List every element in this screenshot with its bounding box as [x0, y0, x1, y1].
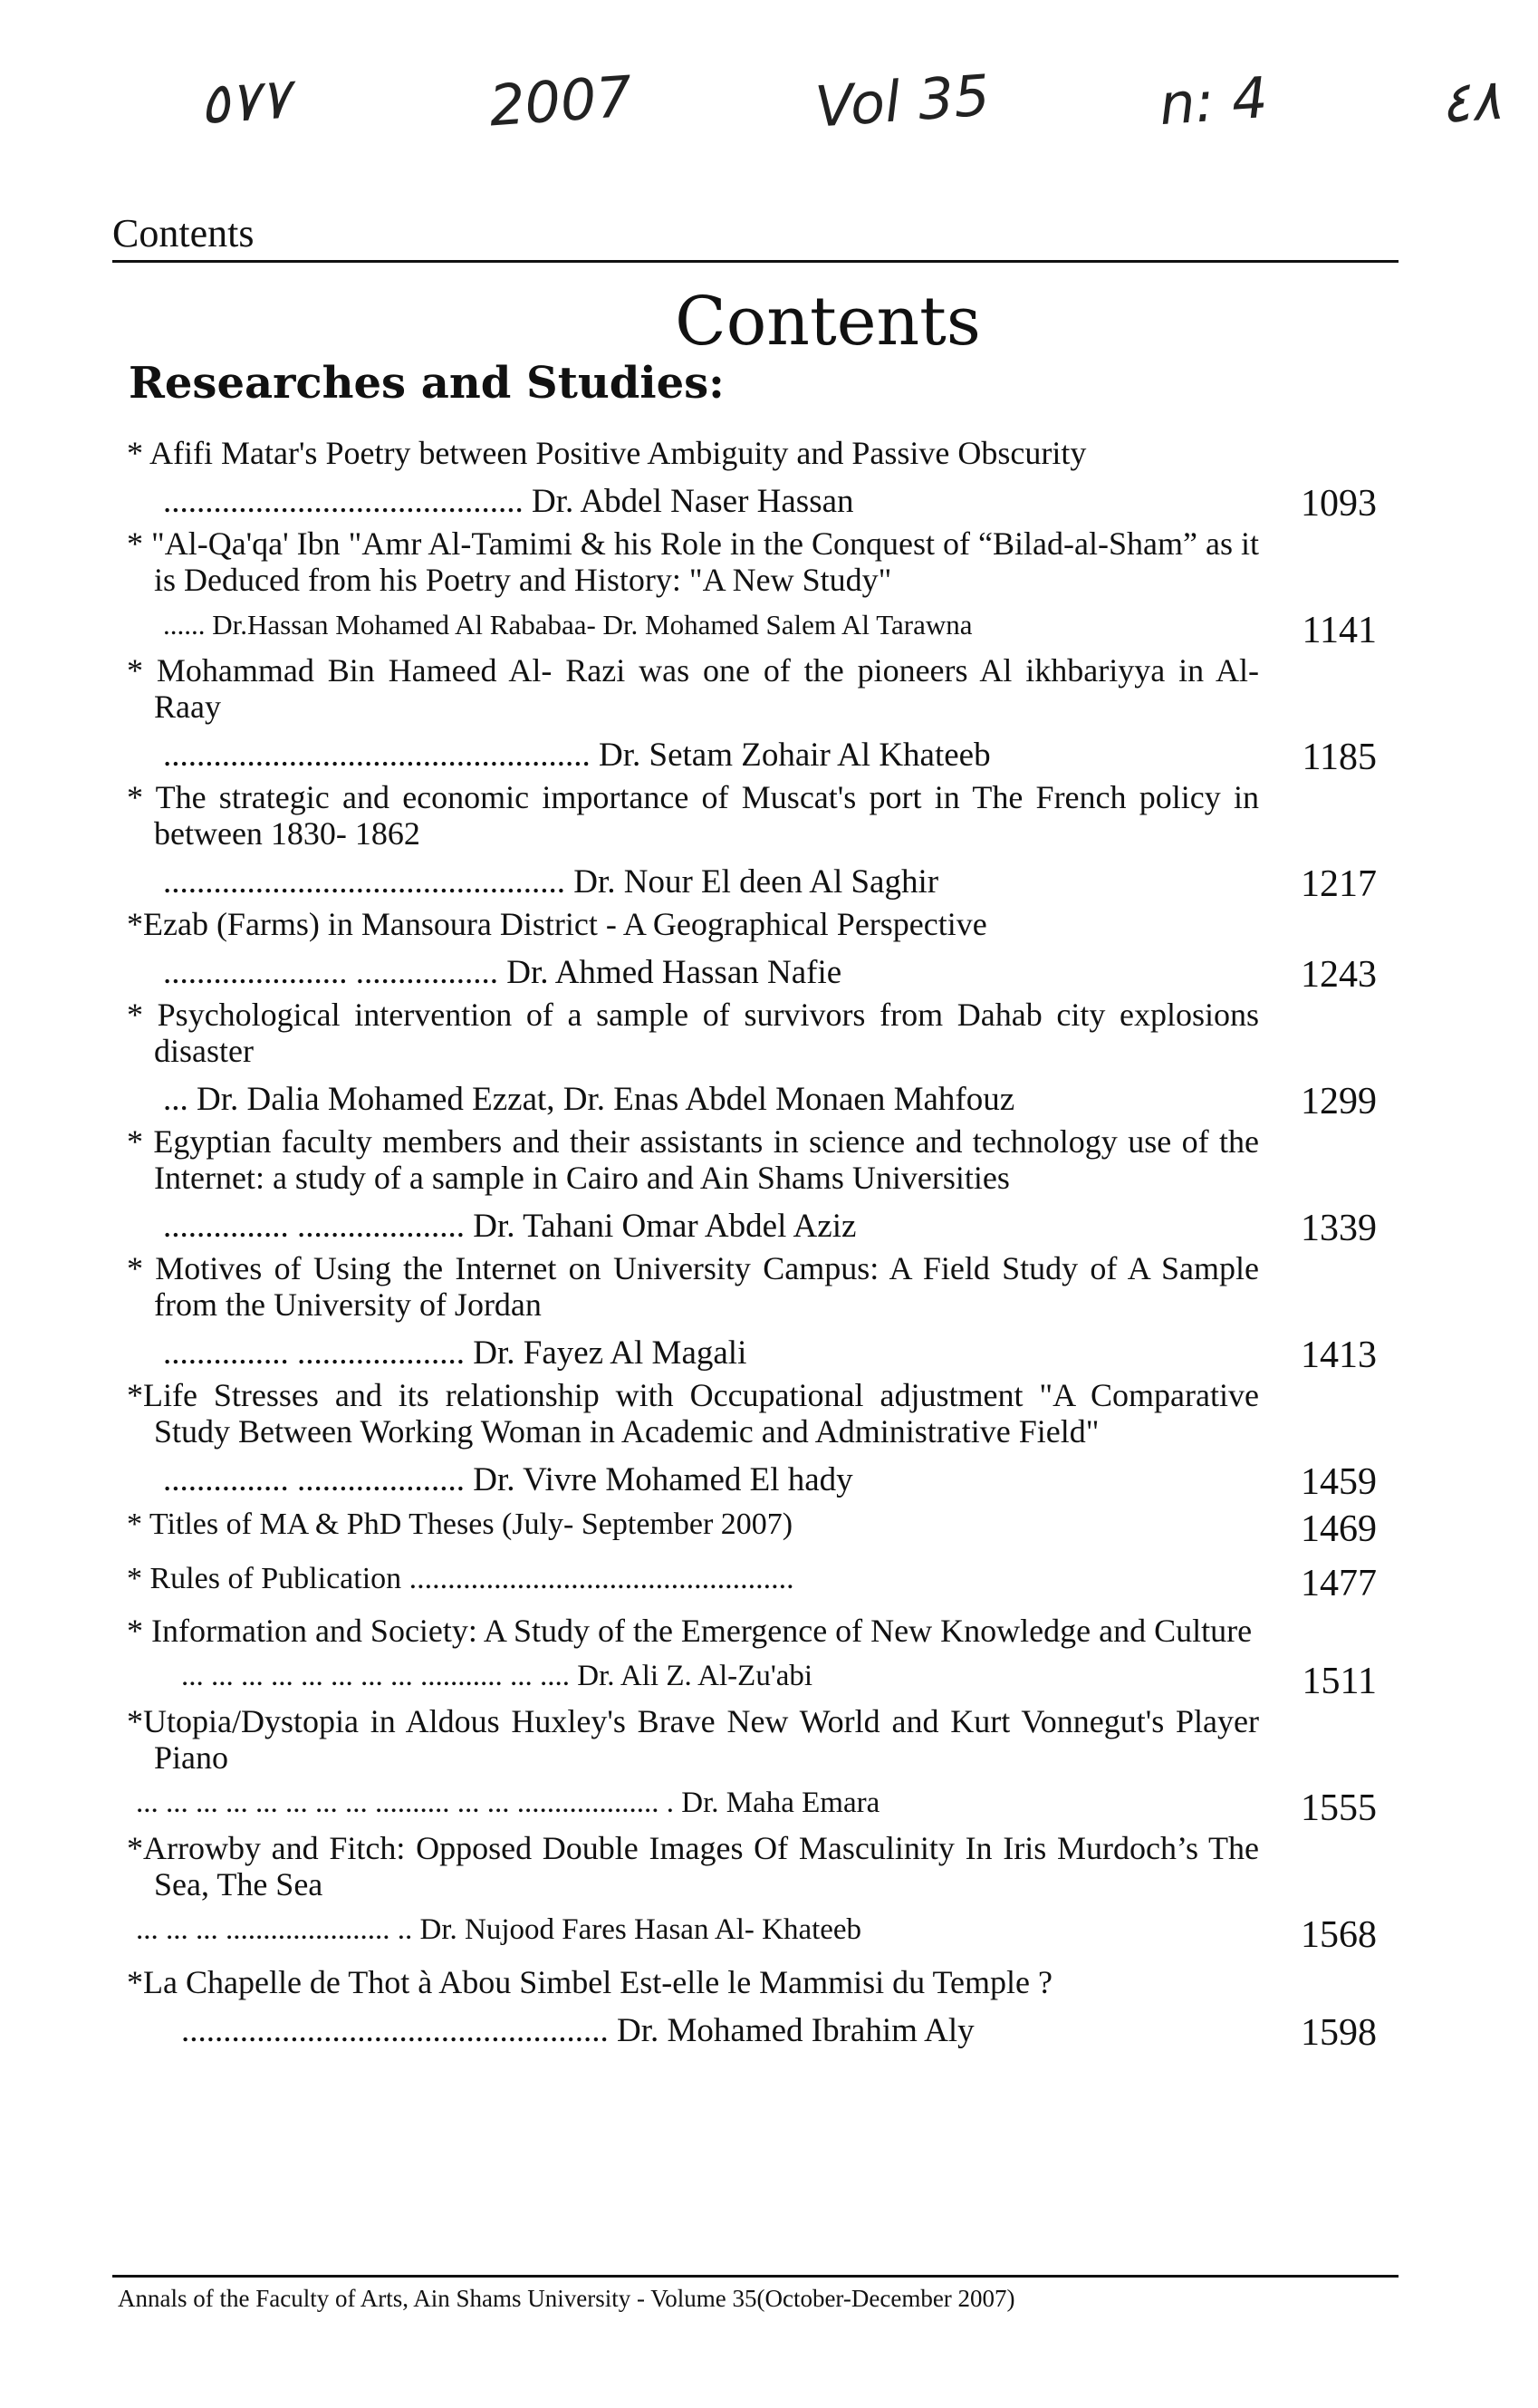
entry-author-line — [127, 852, 1377, 906]
entry-page: 1477 — [1301, 1563, 1377, 1604]
entry-title: *Life Stresses and its relationship with Occupational adjustment "A Comparative Study Between Working Woman in Academic and Administrative Field" — [127, 1377, 1259, 1450]
contents-entry — [127, 1703, 1377, 1830]
entry-author: ... ... ... ... ... ... ... ... ........... ... .... Dr. Ali Z. Al-Zu'abi — [181, 1660, 813, 1692]
entry-author: ............... .................... Dr. Tahani Omar Abdel Aziz — [163, 1208, 857, 1245]
entry-author-line — [127, 942, 1377, 997]
entry-author-line — [127, 1649, 1377, 1703]
entry-title: *Utopia/Dystopia in Aldous Huxley's Brave New World and Kurt Vonnegut's Player Piano — [127, 1703, 1259, 1776]
running-header: Contents — [112, 210, 1399, 263]
entry-title: * Mohammad Bin Hameed Al- Razi was one of the pioneers Al ikhbariyya in Al- Raay — [127, 652, 1259, 725]
entry-author: ................................................... Dr. Setam Zohair Al Khateeb — [163, 737, 991, 774]
contents-entry — [127, 1964, 1377, 2055]
contents-entry — [127, 435, 1377, 525]
entry-title: * Egyptian faculty members and their assistants in science and technology use of the Internet: a study of a sample in Cairo and Ain Shams Universities — [127, 1123, 1259, 1196]
entry-author-line — [127, 725, 1377, 779]
entry-author-line — [127, 1196, 1377, 1250]
entry-title: * The strategic and economic importance of Muscat's port in The French policy in between 1830- 1862 — [127, 779, 1259, 852]
entry-page: 1185 — [1302, 737, 1377, 778]
entry-page: 1459 — [1301, 1461, 1377, 1503]
entry-author-line — [127, 598, 1377, 652]
entry-title: * Information and Society: A Study of the Emergence of New Knowledge and Culture — [127, 1613, 1253, 1649]
contents-entry — [127, 1562, 1377, 1613]
handwritten-note-c: Vol 35 — [812, 62, 992, 140]
page-title: Contents — [675, 283, 981, 361]
entry-title: * Afifi Matar's Poetry between Positive Ambiguity and Passive Obscurity — [127, 435, 1087, 471]
entry-author-line — [127, 1902, 1377, 1957]
entry-page: 1511 — [1302, 1661, 1377, 1702]
entry-author: ................................................ Dr. Nour El deen Al Saghir — [163, 863, 939, 901]
entry-author: ............... .................... Dr. Fayez Al Magali — [163, 1334, 747, 1372]
contents-entry — [127, 906, 1377, 997]
contents-list — [127, 435, 1377, 2055]
entry-author-line — [127, 2000, 1377, 2055]
entry-page: 1141 — [1302, 610, 1377, 651]
page-footer: Annals of the Faculty of Arts, Ain Shams University - Volume 35(October-December 2007) — [118, 2285, 1015, 2312]
handwritten-note-d: n: 4 — [1157, 63, 1270, 139]
contents-entry — [127, 779, 1377, 906]
entry-title: * Motives of Using the Internet on University Campus: A Field Study of A Sample from the University of Jordan — [127, 1250, 1259, 1323]
contents-entry — [127, 1504, 1377, 1562]
handwritten-note-b: 2007 — [486, 63, 635, 140]
entry-author-line — [127, 1504, 1377, 1562]
section-heading: Researches and Studies: — [129, 358, 725, 409]
entry-page: 1469 — [1301, 1508, 1377, 1550]
entry-author: ... ... ... ...................... .. Dr. Nujood Fares Hasan Al- Khateeb — [136, 1913, 862, 1946]
handwritten-annotations — [0, 62, 1538, 168]
entry-author: ........................................... Dr. Abdel Naser Hassan — [163, 483, 854, 520]
entry-author: ...... Dr.Hassan Mohamed Al Rababaa- Dr. Mohamed Salem Al Tarawna — [163, 609, 973, 641]
entry-title: *Ezab (Farms) in Mansoura District - A Geographical Perspective — [127, 906, 987, 942]
entry-title: * Titles of MA & PhD Theses (July- September 2007) — [127, 1507, 793, 1541]
entry-page: 1093 — [1301, 483, 1377, 525]
entry-author: ... Dr. Dalia Mohamed Ezzat, Dr. Enas Abdel Monaen Mahfouz — [163, 1081, 1015, 1118]
contents-entry — [127, 1613, 1377, 1703]
entry-author: ............... .................... Dr. Vivre Mohamed El hady — [163, 1461, 853, 1498]
contents-entry — [127, 997, 1377, 1123]
entry-author-line — [127, 1323, 1377, 1377]
entry-author-line — [127, 1776, 1377, 1830]
entry-author: ................................................... Dr. Mohamed Ibrahim Aly — [181, 2012, 975, 2049]
footer-rule — [112, 2275, 1399, 2278]
entry-page: 1413 — [1301, 1334, 1377, 1376]
contents-entry — [127, 1250, 1377, 1377]
entry-author-line — [127, 1069, 1377, 1123]
entry-page: 1299 — [1301, 1081, 1377, 1122]
handwritten-note-e: ٤٨ — [1437, 65, 1504, 137]
entry-page: 1555 — [1301, 1787, 1377, 1829]
contents-entry — [127, 1123, 1377, 1250]
entry-page: 1568 — [1301, 1914, 1377, 1956]
entry-page: 1243 — [1301, 954, 1377, 996]
entry-author-line — [127, 471, 1377, 525]
handwritten-note-a: ٥٧٧ — [197, 64, 293, 138]
entry-author: ... ... ... ... ... ... ... ... .......... ... ... ................... . Dr. Maha Emara — [136, 1787, 880, 1819]
contents-entry — [127, 1830, 1377, 1957]
contents-entry — [127, 1377, 1377, 1504]
entry-page: 1598 — [1301, 2012, 1377, 2054]
contents-entry — [127, 525, 1377, 652]
entry-page: 1339 — [1301, 1208, 1377, 1249]
entry-title: * Rules of Publication .................................................. — [127, 1562, 794, 1595]
entry-author-line — [127, 1562, 1377, 1613]
contents-entry — [127, 652, 1377, 779]
entry-title: *La Chapelle de Thot à Abou Simbel Est-elle le Mammisi du Temple ? — [127, 1964, 1053, 2000]
entry-author-line — [127, 1450, 1377, 1504]
entry-author: ...................... ................. Dr. Ahmed Hassan Nafie — [163, 954, 842, 991]
entry-title: * Psychological intervention of a sample of survivors from Dahab city explosions disaster — [127, 997, 1259, 1069]
entry-title: *Arrowby and Fitch: Opposed Double Images Of Masculinity In Iris Murdoch’s The Sea, The Sea — [127, 1830, 1259, 1902]
entry-title: * "Al-Qa'qa' Ibn "Amr Al-Tamimi & his Role in the Conquest of “Bilad-al-Sham” as it is Deduced from his Poetry and History: "A New Study" — [127, 525, 1259, 598]
entry-page: 1217 — [1301, 863, 1377, 905]
